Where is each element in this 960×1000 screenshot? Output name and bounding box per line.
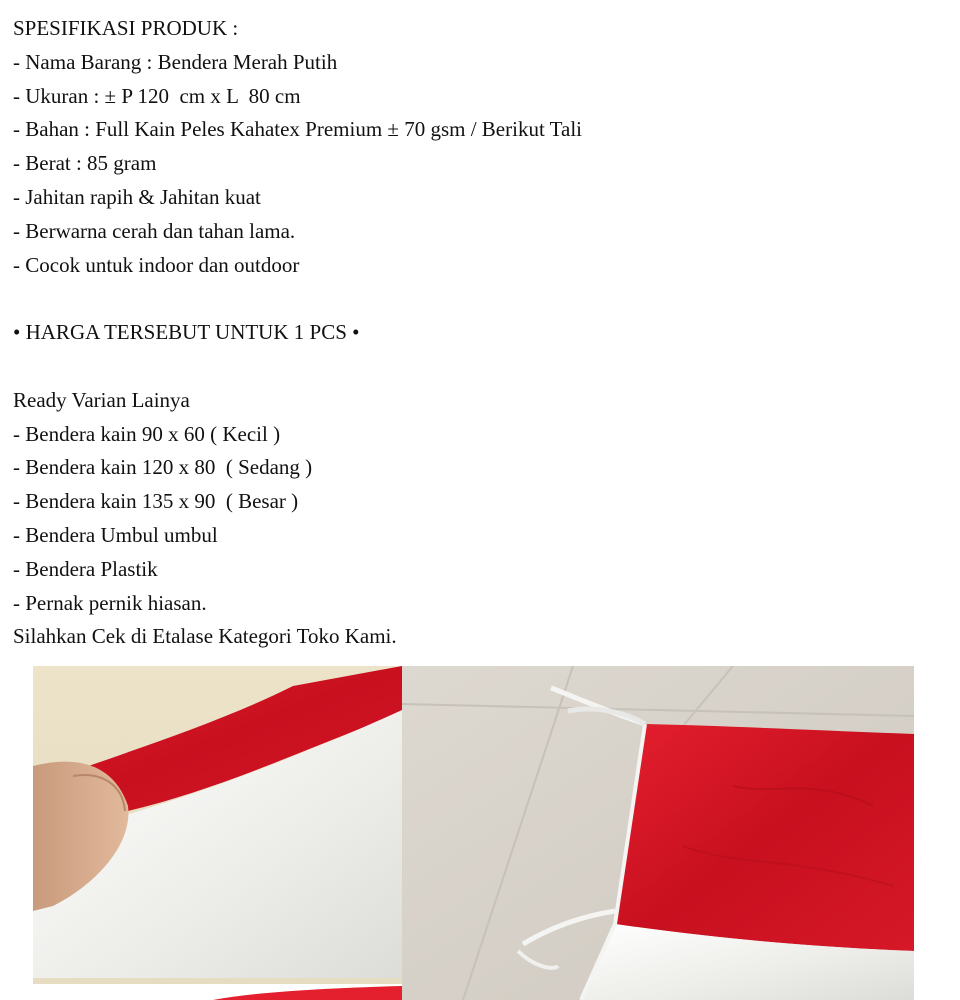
spec-item: - Cocok untuk indoor dan outdoor bbox=[13, 252, 300, 277]
spec-heading: SPESIFIKASI PRODUK : bbox=[13, 16, 239, 40]
photo-fabric-closeup bbox=[33, 666, 402, 1000]
variant-item: - Bendera kain 90 x 60 ( Kecil ) bbox=[13, 421, 281, 446]
spacer bbox=[13, 282, 913, 316]
price-note: • HARGA TERSEBUT UNTUK 1 PCS • bbox=[13, 320, 360, 345]
spec-item: - Nama Barang : Bendera Merah Putih bbox=[13, 49, 338, 74]
photo-flag-on-floor bbox=[402, 666, 914, 1000]
product-photo-collage bbox=[33, 666, 914, 1000]
variant-item: - Bendera kain 120 x 80 ( Sedang ) bbox=[13, 455, 313, 480]
spec-item: - Bahan : Full Kain Peles Kahatex Premium ± 70 gsm / Berikut Tali bbox=[13, 117, 583, 142]
variant-item: - Pernak pernik hiasan. bbox=[13, 590, 207, 615]
variant-item: - Bendera Umbul umbul bbox=[13, 522, 218, 547]
closing-text: Silahkan Cek di Etalase Kategori Toko Kami. bbox=[13, 624, 397, 649]
variants-heading: Ready Varian Lainya bbox=[13, 387, 190, 412]
product-description bbox=[13, 12, 913, 654]
spacer bbox=[13, 350, 913, 384]
variant-item: - Bendera Plastik bbox=[13, 556, 158, 581]
spec-item: - Berwarna cerah dan tahan lama. bbox=[13, 218, 296, 243]
variant-item: - Bendera kain 135 x 90 ( Besar ) bbox=[13, 489, 299, 514]
spec-item: - Berat : 85 gram bbox=[13, 151, 157, 176]
spec-item: - Jahitan rapih & Jahitan kuat bbox=[13, 184, 261, 209]
spec-item: - Ukuran : ± P 120 cm x L 80 cm bbox=[13, 83, 301, 108]
